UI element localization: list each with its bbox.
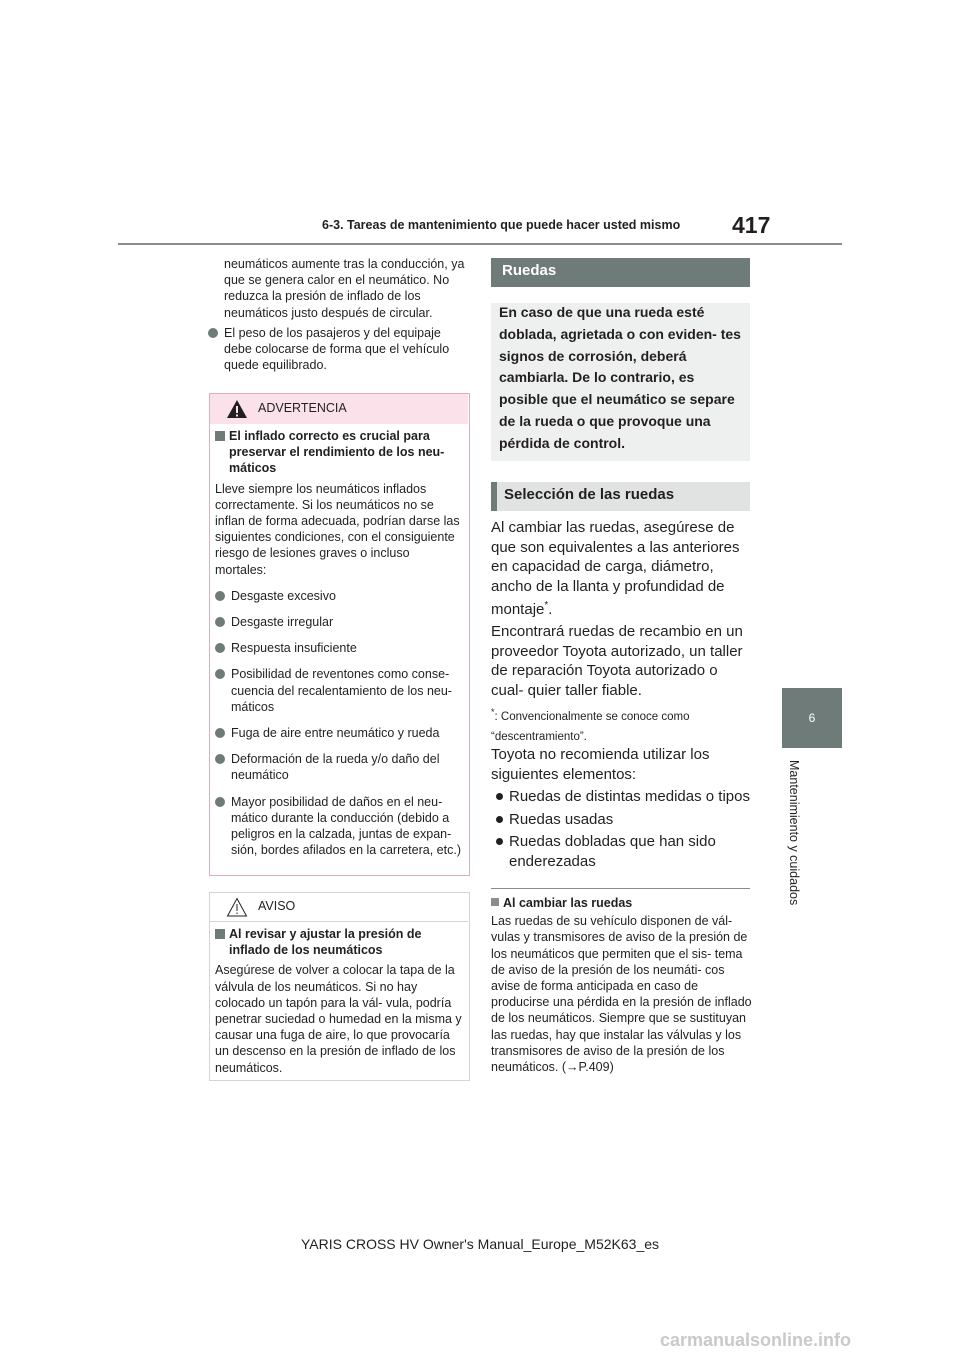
list-item (491, 832, 753, 871)
section-square-icon (215, 929, 225, 939)
footnote-mark: * (544, 600, 549, 612)
not-recommended-list (491, 787, 753, 874)
al-cambiar-section (491, 895, 753, 1075)
notice-title: AVISO (258, 899, 296, 913)
footer-text: YARIS CROSS HV Owner's Manual_Europe_M52K63_es (300, 1236, 660, 1252)
seleccion-title: Selección de las ruedas (504, 486, 675, 503)
section-title: 6-3. Tareas de mantenimiento que puede hacer usted mismo (322, 218, 681, 232)
notice-header (210, 893, 468, 922)
list-item-text: Ruedas de distintas medidas o tipos (509, 788, 750, 805)
bullet-item (208, 325, 470, 374)
list-item-text: Ruedas dobladas que han sido enderezadas (509, 833, 716, 870)
notice-heading: Al revisar y ajustar la presión de inflado de los neumáticos (229, 927, 422, 958)
caution-triangle-icon (226, 897, 248, 917)
bullet-icon (496, 816, 503, 823)
section-rule (491, 888, 750, 889)
seleccion-paragraph-2: Encontrará ruedas de recambio en un proveedor Toyota autorizado, un taller de reparación Toyota autorizado o cual- quier taller fiable. (491, 623, 743, 699)
warning-item: Desgaste excesivo (231, 588, 336, 603)
al-cambiar-body: Las ruedas de su vehículo disponen de vál- vulas y transmisores de aviso de la presión de los neumáticos que permiten que el sis- tema de aviso de la presión de los neumáti- cos avise de forma anticipada en caso de producirse una pérdida en la presión de inflado de los neumáticos. Siempre que se sustituyan las ruedas, hay que instalar las válvulas y los transmisores de aviso de la presión de los neumáticos. (→P.409) (491, 914, 752, 1075)
continued-paragraph: neumáticos aumente tras la conducción, ya que se genera calor en el neumático. No reduzca la presión de inflado de los neumáticos justo después de circular. (224, 257, 465, 320)
bullet-icon (496, 838, 503, 845)
warning-item: Posibilidad de reventones como conse- cuencia del recalentamiento de los neu- máticos (231, 667, 452, 714)
warning-body: Lleve siempre los neumáticos inflados correctamente. Si los neumáticos no se inflan de forma adecuada, podrían darse las siguientes condiciones, con el consiguiente riesgo de lesiones graves o incluso mortales: (215, 481, 460, 577)
warning-item: Mayor posibilidad de daños en el neu- mático durante la conducción (debido a peligros en la calzada, juntas de expan- sión, bordes afilados en la carretera, etc.) (231, 794, 461, 858)
notice-content (215, 926, 463, 1076)
bullet-icon (215, 669, 225, 679)
footnote-mark: * (491, 707, 495, 717)
warning-item: Fuga de aire entre neumático y rueda (231, 726, 440, 741)
list-item (491, 787, 753, 807)
footnote-text: : Convencionalmente se conoce como “descentramiento”. (491, 710, 690, 743)
paragraph-text: Al cambiar las ruedas, asegúrese de que son equivalentes a las anteriores en capacidad de carga, diámetro, ancho de la llanta y profundidad de montaje (491, 519, 740, 619)
bullet-icon (215, 797, 225, 807)
seleccion-paragraph-3: Toyota no recomienda utilizar los siguientes elementos: (491, 746, 710, 783)
seleccion-paragraph-1 (491, 518, 753, 620)
warning-title: ADVERTENCIA (258, 401, 347, 415)
warning-item: Respuesta insuficiente (231, 641, 357, 656)
header-rule (118, 243, 842, 245)
bullet-icon (215, 617, 225, 627)
bullet-text: El peso de los pasajeros y del equipaje debe colocarse de forma que el vehículo quede equilibrado. (224, 326, 450, 373)
bullet-icon (215, 643, 225, 653)
bullet-icon (215, 591, 225, 601)
list-item (491, 810, 753, 830)
ruedas-title: Ruedas (502, 262, 557, 279)
page-number: 417 (732, 212, 771, 238)
chapter-number: 6 (808, 711, 816, 725)
warning-item: Desgaste irregular (231, 615, 334, 630)
list-item-text: Ruedas usadas (509, 810, 614, 828)
warning-triangle-icon (226, 399, 248, 419)
bullet-icon (496, 793, 503, 800)
paragraph-end: . (548, 601, 553, 619)
warning-heading: El inflado correcto es crucial para preservar el rendimiento de los neu- máticos (229, 429, 445, 476)
bullet-icon (208, 328, 218, 338)
section-square-icon (215, 431, 225, 441)
warning-item: Deformación de la rueda y/o daño del neumático (231, 752, 440, 783)
al-cambiar-heading: Al cambiar las ruedas (503, 896, 633, 910)
bullet-icon (215, 728, 225, 738)
footnote (491, 702, 753, 747)
section-square-icon (491, 898, 499, 906)
bullet-icon (215, 754, 225, 764)
chapter-label: Mantenimiento y cuidados (787, 760, 801, 906)
seleccion-heading-accent (491, 482, 497, 511)
warning-content (215, 428, 463, 858)
watermark: carmanualsonline.info (660, 1330, 852, 1350)
ruedas-intro: En caso de que una rueda esté doblada, agrietada o con eviden- tes signos de corrosión, deberá cambiarla. De lo contrario, es posible que el neumático se separe de la rueda o que provoque una pérdida de control. (499, 304, 741, 451)
notice-body: Asegúrese de volver a colocar la tapa de la válvula de los neumáticos. Si no hay colocado un tapón para la vál- vula, podría penetrar suciedad o humedad en la misma y causar una fuga de aire, lo que provocaría un descenso en la presión de inflado de los neumáticos. (215, 963, 462, 1075)
